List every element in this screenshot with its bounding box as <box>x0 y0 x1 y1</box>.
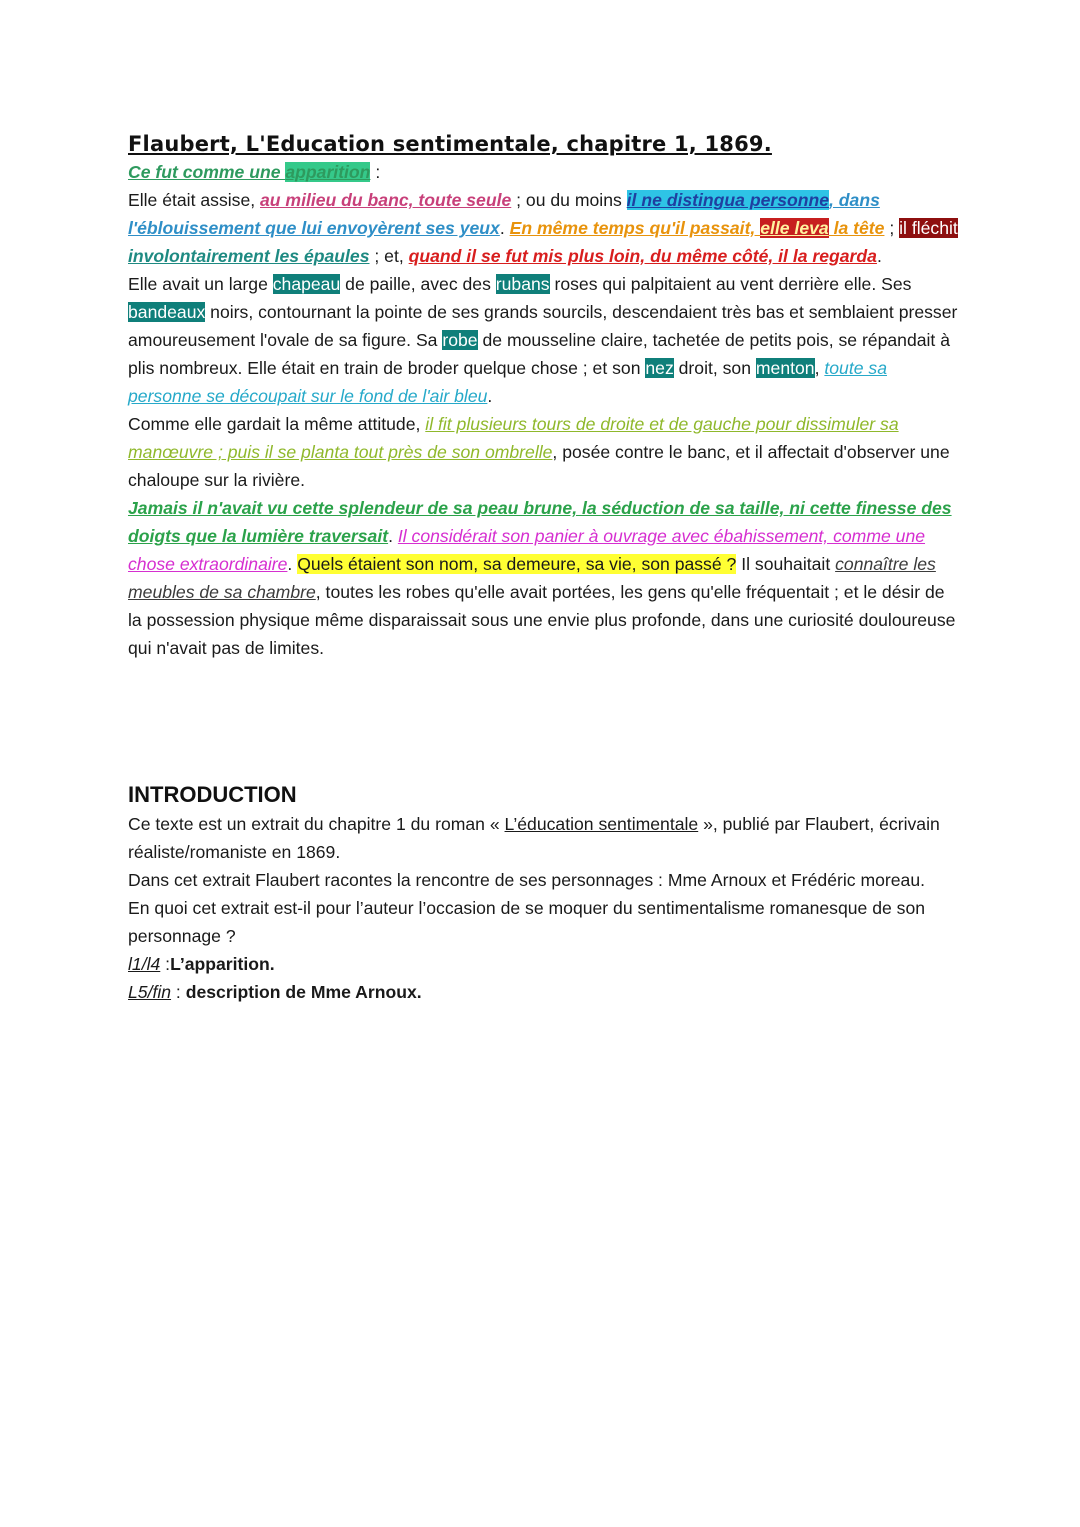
highlight-word: robe <box>442 330 478 350</box>
text-span: droit, son <box>673 358 756 378</box>
text-span: , toutes les robes qu'elle avait portées, les gens qu'elle fréquentait ; et le désir de la possession physique même disparaissait sous une envie plus profonde, dans une curiosité douloureuse qui n'avait pas de limites. <box>128 582 956 658</box>
document-title: Flaubert, L'Education sentimentale, chapitre 1, 1869. <box>128 132 772 156</box>
highlight-phrase: elle leva <box>760 218 829 238</box>
text-span: , posée contre le banc, et il affectait d'observer une chaloupe sur la rivière. <box>128 442 950 490</box>
intro-paragraph-1 <box>128 810 958 866</box>
text-span: ; ou du moins <box>511 190 627 210</box>
text-span: . <box>287 554 298 574</box>
text-span: , <box>814 358 825 378</box>
text-span: . <box>487 386 493 406</box>
annotated-phrase: connaître les meubles de sa chambre <box>128 554 936 602</box>
passage-paragraph-2 <box>128 270 958 410</box>
introduction-body <box>128 810 958 1006</box>
highlight-word: chapeau <box>272 274 341 294</box>
annotated-phrase: involontairement les épaules <box>128 246 370 266</box>
text-span: . <box>388 526 398 546</box>
text-span: Comme elle gardait la même attitude, <box>128 414 426 434</box>
plan-title: L’apparition. <box>170 954 275 974</box>
annotated-phrase: Jamais il n'avait vu cette splendeur de sa peau brune, la séduction de sa taille, ni cette finesse des doigts que la lumière traversait <box>128 498 952 546</box>
annotated-phrase: , dans l'éblouissement que lui envoyèrent ses yeux <box>128 190 880 238</box>
text-span: roses qui palpitaient au vent derrière elle. Ses <box>549 274 912 294</box>
highlight-word: menton <box>755 358 815 378</box>
line-reference: l1/l4 <box>128 954 161 974</box>
text-span: ; et, <box>369 246 409 266</box>
highlight-word: rubans <box>495 274 550 294</box>
text-span: : <box>171 982 186 1002</box>
annotated-phrase: il fit plusieurs tours de droite et de gauche pour dissimuler sa manœuvre ; puis il se planta tout près de son ombrelle <box>128 414 899 462</box>
annotated-phrase: la tête <box>828 218 885 238</box>
text-span: . <box>499 218 510 238</box>
intro-problematique: En quoi cet extrait est-il pour l’auteur l’occasion de se moquer du sentimentalisme romanesque de son personnage ? <box>128 898 926 946</box>
intro-paragraph-2: Dans cet extrait Flaubert racontes la rencontre de ses personnages : Mme Arnoux et Frédéric moreau. <box>128 870 925 890</box>
highlight-phrase: il ne distingua personne <box>626 190 830 210</box>
passage-segment <box>128 162 370 182</box>
highlight-phrase: il fléchit <box>899 218 958 238</box>
text-span: noirs, contournant la pointe de ses grands sourcils, descendaient très bas et semblaient presser amoureusement l'ovale de sa figure. Sa <box>128 302 958 350</box>
annotated-phrase: En même temps qu'il passait, <box>509 218 761 238</box>
passage <box>128 158 958 662</box>
highlight-phrase: Quels étaient son nom, sa demeure, sa vie, son passé ? <box>297 554 737 574</box>
passage-paragraph-1 <box>128 186 958 270</box>
line-reference: L5/fin <box>128 982 172 1002</box>
introduction-section <box>128 780 958 1006</box>
text-span: ; <box>884 218 900 238</box>
annotated-phrase: Il considérait son panier à ouvrage avec ébahissement, comme une chose extraordinaire <box>128 526 926 574</box>
introduction-heading: INTRODUCTION <box>128 782 297 807</box>
plan-item-2 <box>128 978 958 1006</box>
document-content <box>128 130 958 1006</box>
text-span: Elle avait un large <box>128 274 273 294</box>
plan-title: description de Mme Arnoux. <box>185 982 422 1002</box>
passage-paragraph-3 <box>128 410 958 494</box>
text-span: », publié par Flaubert, écrivain réaliste/romaniste en 1869. <box>128 814 940 862</box>
text-span: de mousseline claire, tachetée de petits pois, se répandait à plis nombreux. Elle était en train de broder quelque chose ; et son <box>128 330 950 378</box>
highlight-apparition: apparition <box>285 162 371 182</box>
annotated-phrase: au milieu du banc, toute seule <box>260 190 512 210</box>
text-span: Ce texte est un extrait du chapitre 1 du roman « <box>128 814 505 834</box>
text-span: Elle était assise, <box>128 190 261 210</box>
text-span: . <box>876 246 882 266</box>
text-span: Il souhaitait <box>736 554 836 574</box>
passage-paragraph-4 <box>128 494 958 662</box>
text-span: Ce fut comme une <box>128 162 286 182</box>
text-span: : <box>370 162 381 182</box>
text-span: de paille, avec des <box>340 274 496 294</box>
annotated-phrase: quand il se fut mis plus loin, du même côté, il la regarda <box>408 246 877 266</box>
highlight-word: nez <box>645 358 674 378</box>
book-title: L’éducation sentimentale <box>504 814 699 834</box>
annotated-phrase: toute sa personne se découpait sur le fond de l'air bleu <box>128 358 887 406</box>
passage-line-1 <box>128 158 958 186</box>
text-span: : <box>160 954 171 974</box>
highlight-word: bandeaux <box>128 302 206 322</box>
plan-item-1 <box>128 950 958 978</box>
